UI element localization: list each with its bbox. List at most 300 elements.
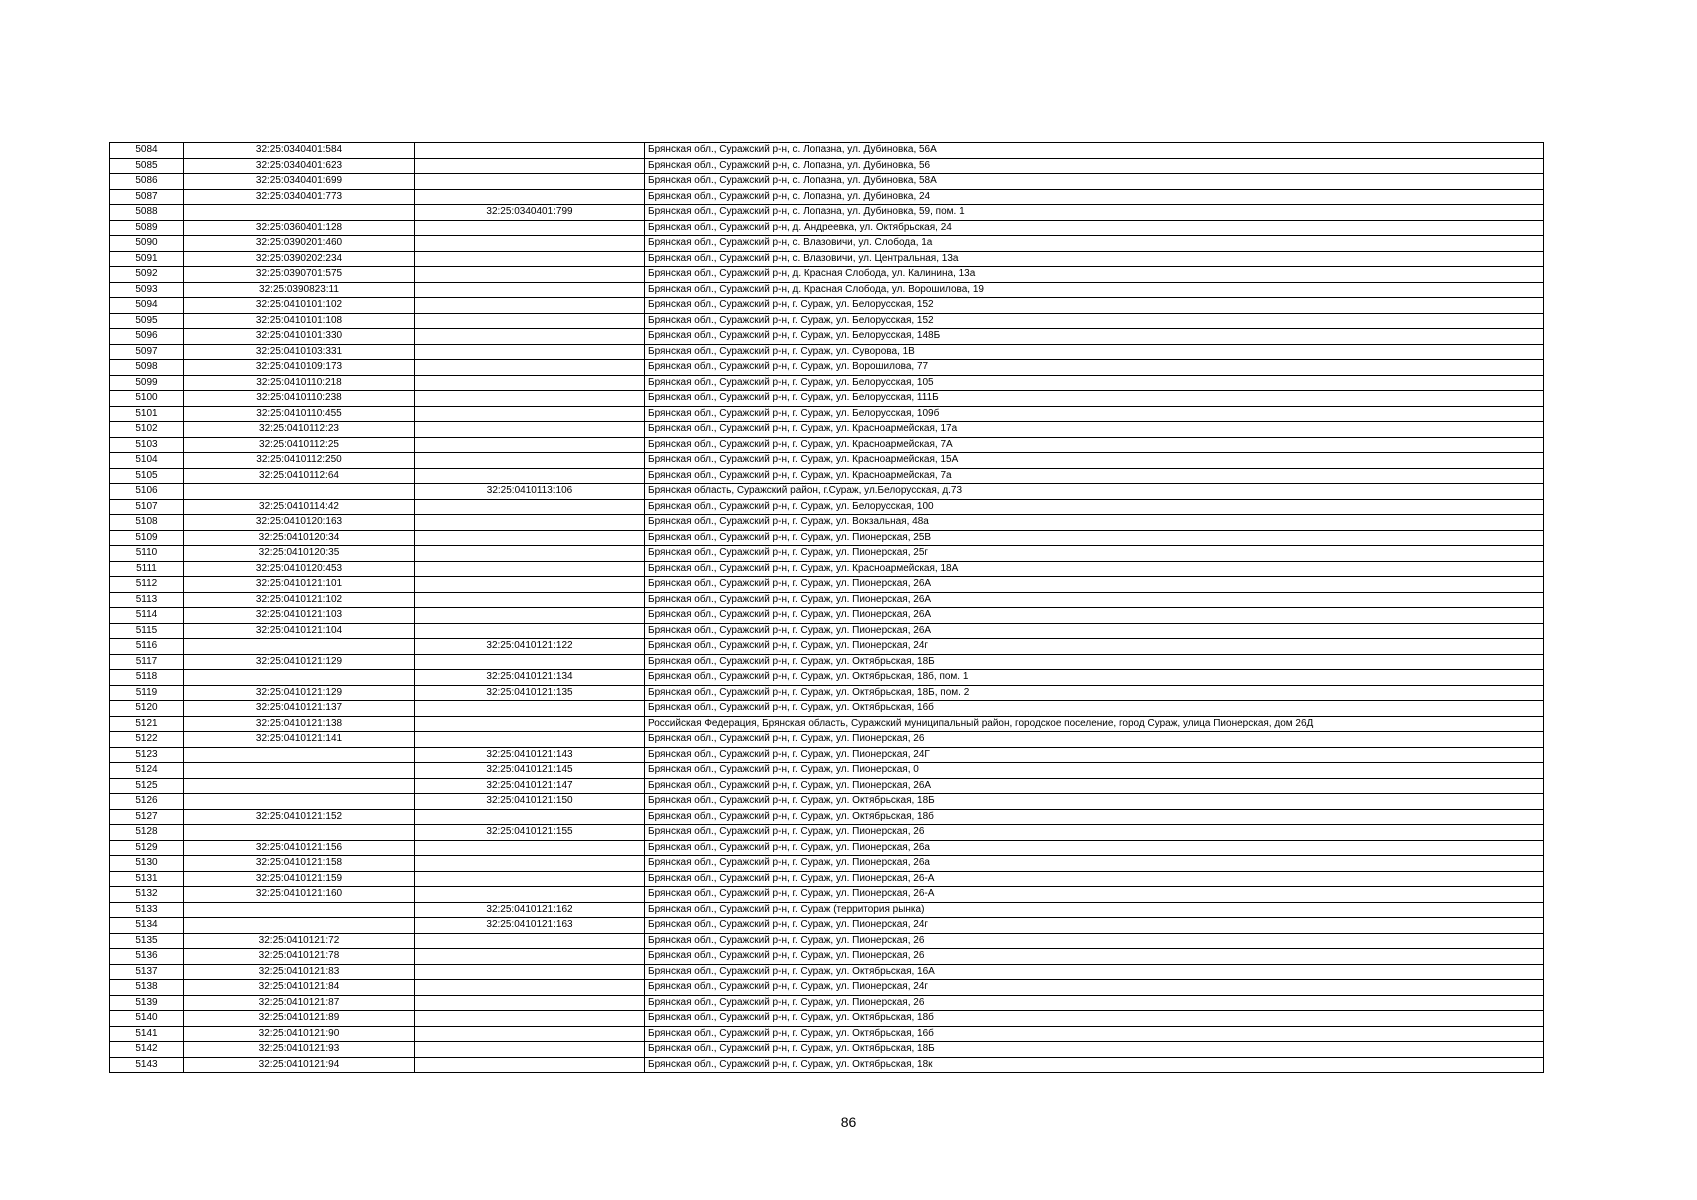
registry-table — [109, 142, 1544, 1073]
address-cell: Брянская обл., Суражский р-н, г. Сураж, ул. Красноармейская, 7А — [645, 437, 1544, 453]
table-row — [110, 670, 1544, 686]
row-number-cell: 5102 — [110, 422, 184, 438]
row-number-cell: 5136 — [110, 949, 184, 965]
row-number-cell: 5129 — [110, 840, 184, 856]
cadastral-number-cell — [184, 747, 415, 763]
cadastral-number-cell: 32:25:0410121:158 — [184, 856, 415, 872]
cadastral-number-cell — [184, 639, 415, 655]
table-row — [110, 577, 1544, 593]
table-row — [110, 282, 1544, 298]
cadastral-number-alt-cell — [415, 406, 645, 422]
table-row — [110, 406, 1544, 422]
cadastral-number-cell: 32:25:0390701:575 — [184, 267, 415, 283]
address-cell: Брянская обл., Суражский р-н, г. Сураж, ул. Пионерская, 26а — [645, 856, 1544, 872]
address-cell: Брянская обл., Суражский р-н, г. Сураж, ул. Октябрьская, 18Б, пом. 2 — [645, 685, 1544, 701]
cadastral-number-alt-cell: 32:25:0410121:122 — [415, 639, 645, 655]
address-cell: Брянская область, Суражский район, г.Сураж, ул.Белорусская, д.73 — [645, 484, 1544, 500]
cadastral-number-alt-cell — [415, 298, 645, 314]
row-number-cell: 5114 — [110, 608, 184, 624]
address-cell: Российская Федерация, Брянская область, Суражский муниципальный район, городское поселение, город Сураж, улица Пионерская, дом 26Д — [645, 716, 1544, 732]
table-row — [110, 701, 1544, 717]
cadastral-number-alt-cell — [415, 329, 645, 345]
table-row — [110, 654, 1544, 670]
cadastral-number-cell: 32:25:0410120:163 — [184, 515, 415, 531]
cadastral-number-cell: 32:25:0340401:773 — [184, 189, 415, 205]
address-cell: Брянская обл., Суражский р-н, г. Сураж, ул. Белорусская, 109б — [645, 406, 1544, 422]
cadastral-number-cell: 32:25:0410121:156 — [184, 840, 415, 856]
cadastral-number-cell: 32:25:0410120:34 — [184, 530, 415, 546]
cadastral-number-alt-cell: 32:25:0410121:162 — [415, 902, 645, 918]
page-number: 86 — [840, 1114, 857, 1130]
cadastral-number-cell: 32:25:0410112:250 — [184, 453, 415, 469]
row-number-cell: 5130 — [110, 856, 184, 872]
cadastral-number-cell: 32:25:0410121:102 — [184, 592, 415, 608]
cadastral-number-alt-cell — [415, 1011, 645, 1027]
cadastral-number-alt-cell — [415, 840, 645, 856]
cadastral-number-cell: 32:25:0390823:11 — [184, 282, 415, 298]
row-number-cell: 5112 — [110, 577, 184, 593]
address-cell: Брянская обл., Суражский р-н, г. Сураж, ул. Пионерская, 24г — [645, 980, 1544, 996]
address-cell: Брянская обл., Суражский р-н, г. Сураж, ул. Пионерская, 26 — [645, 949, 1544, 965]
cadastral-number-cell: 32:25:0410121:93 — [184, 1042, 415, 1058]
address-cell: Брянская обл., Суражский р-н, г. Сураж, ул. Красноармейская, 17а — [645, 422, 1544, 438]
row-number-cell: 5125 — [110, 778, 184, 794]
cadastral-number-alt-cell — [415, 809, 645, 825]
table-row — [110, 809, 1544, 825]
table-row — [110, 468, 1544, 484]
address-cell: Брянская обл., Суражский р-н, г. Сураж, ул. Пионерская, 26 — [645, 933, 1544, 949]
cadastral-number-cell: 32:25:0410121:138 — [184, 716, 415, 732]
row-number-cell: 5134 — [110, 918, 184, 934]
table-row — [110, 422, 1544, 438]
cadastral-number-cell: 32:25:0410110:238 — [184, 391, 415, 407]
table-row — [110, 1057, 1544, 1073]
table-row — [110, 329, 1544, 345]
address-cell: Брянская обл., Суражский р-н, г. Сураж, ул. Красноармейская, 18А — [645, 561, 1544, 577]
address-cell: Брянская обл., Суражский р-н, с. Влазовичи, ул. Центральная, 13а — [645, 251, 1544, 267]
cadastral-number-alt-cell: 32:25:0410121:163 — [415, 918, 645, 934]
cadastral-number-alt-cell: 32:25:0410121:135 — [415, 685, 645, 701]
cadastral-number-cell: 32:25:0390202:234 — [184, 251, 415, 267]
row-number-cell: 5119 — [110, 685, 184, 701]
table-row — [110, 871, 1544, 887]
cadastral-number-cell: 32:25:0410112:23 — [184, 422, 415, 438]
row-number-cell: 5109 — [110, 530, 184, 546]
registry-table-body — [110, 143, 1544, 1073]
table-row — [110, 856, 1544, 872]
address-cell: Брянская обл., Суражский р-н, д. Андреевка, ул. Октябрьская, 24 — [645, 220, 1544, 236]
address-cell: Брянская обл., Суражский р-н, г. Сураж, ул. Вокзальная, 48а — [645, 515, 1544, 531]
table-row — [110, 453, 1544, 469]
cadastral-number-cell — [184, 763, 415, 779]
cadastral-number-cell: 32:25:0340401:699 — [184, 174, 415, 190]
cadastral-number-cell: 32:25:0410121:129 — [184, 654, 415, 670]
table-row — [110, 964, 1544, 980]
address-cell: Брянская обл., Суражский р-н, с. Лопазна, ул. Дубиновка, 56А — [645, 143, 1544, 159]
row-number-cell: 5089 — [110, 220, 184, 236]
row-number-cell: 5135 — [110, 933, 184, 949]
cadastral-number-alt-cell — [415, 422, 645, 438]
cadastral-number-alt-cell — [415, 391, 645, 407]
row-number-cell: 5086 — [110, 174, 184, 190]
row-number-cell: 5108 — [110, 515, 184, 531]
row-number-cell: 5143 — [110, 1057, 184, 1073]
row-number-cell: 5128 — [110, 825, 184, 841]
row-number-cell: 5092 — [110, 267, 184, 283]
table-row — [110, 949, 1544, 965]
row-number-cell: 5131 — [110, 871, 184, 887]
address-cell: Брянская обл., Суражский р-н, г. Сураж, ул. Белорусская, 111Б — [645, 391, 1544, 407]
address-cell: Брянская обл., Суражский р-н, г. Сураж, ул. Пионерская, 26А — [645, 608, 1544, 624]
row-number-cell: 5087 — [110, 189, 184, 205]
table-row — [110, 158, 1544, 174]
address-cell: Брянская обл., Суражский р-н, г. Сураж, ул. Пионерская, 26-А — [645, 887, 1544, 903]
row-number-cell: 5098 — [110, 360, 184, 376]
table-row — [110, 716, 1544, 732]
cadastral-number-alt-cell — [415, 437, 645, 453]
address-cell: Брянская обл., Суражский р-н, с. Лопазна, ул. Дубиновка, 59, пом. 1 — [645, 205, 1544, 221]
cadastral-number-cell — [184, 205, 415, 221]
table-row — [110, 220, 1544, 236]
cadastral-number-cell: 32:25:0410121:104 — [184, 623, 415, 639]
address-cell: Брянская обл., Суражский р-н, д. Красная Слобода, ул. Калинина, 13а — [645, 267, 1544, 283]
row-number-cell: 5111 — [110, 561, 184, 577]
cadastral-number-alt-cell — [415, 856, 645, 872]
cadastral-number-cell: 32:25:0410120:35 — [184, 546, 415, 562]
table-row — [110, 313, 1544, 329]
address-cell: Брянская обл., Суражский р-н, г. Сураж, ул. Пионерская, 26а — [645, 840, 1544, 856]
cadastral-number-alt-cell — [415, 220, 645, 236]
cadastral-number-cell: 32:25:0410121:129 — [184, 685, 415, 701]
table-row — [110, 747, 1544, 763]
row-number-cell: 5093 — [110, 282, 184, 298]
cadastral-number-alt-cell: 32:25:0410121:145 — [415, 763, 645, 779]
table-row — [110, 205, 1544, 221]
table-row — [110, 360, 1544, 376]
row-number-cell: 5122 — [110, 732, 184, 748]
cadastral-number-cell: 32:25:0410121:94 — [184, 1057, 415, 1073]
cadastral-number-alt-cell — [415, 267, 645, 283]
table-row — [110, 763, 1544, 779]
cadastral-number-cell — [184, 825, 415, 841]
cadastral-number-alt-cell — [415, 158, 645, 174]
row-number-cell: 5118 — [110, 670, 184, 686]
row-number-cell: 5115 — [110, 623, 184, 639]
cadastral-number-alt-cell — [415, 887, 645, 903]
cadastral-number-cell: 32:25:0390201:460 — [184, 236, 415, 252]
address-cell: Брянская обл., Суражский р-н, с. Лопазна, ул. Дубиновка, 58А — [645, 174, 1544, 190]
cadastral-number-cell: 32:25:0410121:84 — [184, 980, 415, 996]
address-cell: Брянская обл., Суражский р-н, с. Лопазна, ул. Дубиновка, 56 — [645, 158, 1544, 174]
address-cell: Брянская обл., Суражский р-н, г. Сураж, ул. Белорусская, 148Б — [645, 329, 1544, 345]
address-cell: Брянская обл., Суражский р-н, г. Сураж, ул. Пионерская, 24Г — [645, 747, 1544, 763]
address-cell: Брянская обл., Суражский р-н, г. Сураж, ул. Октябрьская, 18Б — [645, 654, 1544, 670]
address-cell: Брянская обл., Суражский р-н, г. Сураж, ул. Пионерская, 26А — [645, 592, 1544, 608]
address-cell: Брянская обл., Суражский р-н, г. Сураж, ул. Белорусская, 152 — [645, 298, 1544, 314]
row-number-cell: 5126 — [110, 794, 184, 810]
table-row — [110, 732, 1544, 748]
cadastral-number-cell: 32:25:0410101:102 — [184, 298, 415, 314]
cadastral-number-cell: 32:25:0410121:83 — [184, 964, 415, 980]
address-cell: Брянская обл., Суражский р-н, г. Сураж, ул. Красноармейская, 7а — [645, 468, 1544, 484]
address-cell: Брянская обл., Суражский р-н, д. Красная Слобода, ул. Ворошилова, 19 — [645, 282, 1544, 298]
cadastral-number-alt-cell — [415, 716, 645, 732]
cadastral-number-cell — [184, 794, 415, 810]
cadastral-number-cell: 32:25:0410121:89 — [184, 1011, 415, 1027]
cadastral-number-alt-cell — [415, 344, 645, 360]
table-row — [110, 840, 1544, 856]
address-cell: Брянская обл., Суражский р-н, г. Сураж, ул. Октябрьская, 16б — [645, 701, 1544, 717]
row-number-cell: 5101 — [110, 406, 184, 422]
cadastral-number-cell — [184, 670, 415, 686]
cadastral-number-alt-cell — [415, 980, 645, 996]
cadastral-number-alt-cell — [415, 592, 645, 608]
address-cell: Брянская обл., Суражский р-н, г. Сураж, ул. Пионерская, 25В — [645, 530, 1544, 546]
cadastral-number-alt-cell: 32:25:0340401:799 — [415, 205, 645, 221]
cadastral-number-cell: 32:25:0410101:108 — [184, 313, 415, 329]
cadastral-number-alt-cell — [415, 561, 645, 577]
cadastral-number-cell: 32:25:0410110:455 — [184, 406, 415, 422]
cadastral-number-cell: 32:25:0410110:218 — [184, 375, 415, 391]
cadastral-number-alt-cell — [415, 654, 645, 670]
table-row — [110, 980, 1544, 996]
table-row — [110, 1011, 1544, 1027]
cadastral-number-alt-cell — [415, 360, 645, 376]
table-row — [110, 592, 1544, 608]
address-cell: Брянская обл., Суражский р-н, г. Сураж, ул. Пионерская, 26А — [645, 623, 1544, 639]
cadastral-number-alt-cell — [415, 251, 645, 267]
address-cell: Брянская обл., Суражский р-н, г. Сураж, ул. Пионерская, 26А — [645, 778, 1544, 794]
row-number-cell: 5139 — [110, 995, 184, 1011]
row-number-cell: 5096 — [110, 329, 184, 345]
table-row — [110, 484, 1544, 500]
cadastral-number-alt-cell — [415, 1026, 645, 1042]
table-row — [110, 639, 1544, 655]
table-row — [110, 623, 1544, 639]
address-cell: Брянская обл., Суражский р-н, с. Влазовичи, ул. Слобода, 1а — [645, 236, 1544, 252]
table-row — [110, 685, 1544, 701]
address-cell: Брянская обл., Суражский р-н, г. Сураж, ул. Белорусская, 105 — [645, 375, 1544, 391]
cadastral-number-alt-cell — [415, 499, 645, 515]
cadastral-number-alt-cell — [415, 871, 645, 887]
row-number-cell: 5132 — [110, 887, 184, 903]
address-cell: Брянская обл., Суражский р-н, г. Сураж, ул. Октябрьская, 18к — [645, 1057, 1544, 1073]
cadastral-number-cell: 32:25:0410101:330 — [184, 329, 415, 345]
address-cell: Брянская обл., Суражский р-н, г. Сураж, ул. Октябрьская, 16б — [645, 1026, 1544, 1042]
cadastral-number-cell — [184, 778, 415, 794]
cadastral-number-cell: 32:25:0410121:160 — [184, 887, 415, 903]
address-cell: Брянская обл., Суражский р-н, г. Сураж, ул. Пионерская, 26 — [645, 825, 1544, 841]
row-number-cell: 5124 — [110, 763, 184, 779]
cadastral-number-alt-cell: 32:25:0410121:155 — [415, 825, 645, 841]
table-row — [110, 608, 1544, 624]
cadastral-number-alt-cell — [415, 546, 645, 562]
row-number-cell: 5103 — [110, 437, 184, 453]
cadastral-number-cell: 32:25:0410121:152 — [184, 809, 415, 825]
cadastral-number-cell: 32:25:0410121:87 — [184, 995, 415, 1011]
cadastral-number-alt-cell — [415, 995, 645, 1011]
row-number-cell: 5120 — [110, 701, 184, 717]
address-cell: Брянская обл., Суражский р-н, г. Сураж, ул. Октябрьская, 18Б — [645, 794, 1544, 810]
table-row — [110, 902, 1544, 918]
cadastral-number-alt-cell — [415, 933, 645, 949]
cadastral-number-alt-cell — [415, 530, 645, 546]
row-number-cell: 5138 — [110, 980, 184, 996]
address-cell: Брянская обл., Суражский р-н, г. Сураж, ул. Пионерская, 26 — [645, 995, 1544, 1011]
table-row — [110, 251, 1544, 267]
row-number-cell: 5090 — [110, 236, 184, 252]
cadastral-number-alt-cell: 32:25:0410121:134 — [415, 670, 645, 686]
address-cell: Брянская обл., Суражский р-н, г. Сураж, ул. Октябрьская, 18б, пом. 1 — [645, 670, 1544, 686]
row-number-cell: 5110 — [110, 546, 184, 562]
row-number-cell: 5084 — [110, 143, 184, 159]
row-number-cell: 5106 — [110, 484, 184, 500]
row-number-cell: 5141 — [110, 1026, 184, 1042]
table-row — [110, 995, 1544, 1011]
row-number-cell: 5123 — [110, 747, 184, 763]
cadastral-number-alt-cell — [415, 468, 645, 484]
cadastral-number-cell — [184, 902, 415, 918]
cadastral-number-cell: 32:25:0410120:453 — [184, 561, 415, 577]
row-number-cell: 5140 — [110, 1011, 184, 1027]
address-cell: Брянская обл., Суражский р-н, г. Сураж, ул. Октябрьская, 18б — [645, 809, 1544, 825]
cadastral-number-alt-cell — [415, 623, 645, 639]
cadastral-number-alt-cell — [415, 143, 645, 159]
address-cell: Брянская обл., Суражский р-н, г. Сураж, ул. Белорусская, 152 — [645, 313, 1544, 329]
row-number-cell: 5127 — [110, 809, 184, 825]
table-row — [110, 825, 1544, 841]
cadastral-number-cell: 32:25:0360401:128 — [184, 220, 415, 236]
table-row — [110, 375, 1544, 391]
cadastral-number-cell: 32:25:0410112:25 — [184, 437, 415, 453]
row-number-cell: 5100 — [110, 391, 184, 407]
table-row — [110, 933, 1544, 949]
cadastral-number-cell: 32:25:0410121:141 — [184, 732, 415, 748]
table-row — [110, 1026, 1544, 1042]
table-row — [110, 267, 1544, 283]
cadastral-number-alt-cell — [415, 453, 645, 469]
row-number-cell: 5088 — [110, 205, 184, 221]
row-number-cell: 5142 — [110, 1042, 184, 1058]
address-cell: Брянская обл., Суражский р-н, г. Сураж, ул. Пионерская, 24г — [645, 639, 1544, 655]
cadastral-number-alt-cell: 32:25:0410121:150 — [415, 794, 645, 810]
cadastral-number-alt-cell — [415, 189, 645, 205]
address-cell: Брянская обл., Суражский р-н, г. Сураж, ул. Пионерская, 26А — [645, 577, 1544, 593]
address-cell: Брянская обл., Суражский р-н, г. Сураж (территория рынка) — [645, 902, 1544, 918]
cadastral-number-cell: 32:25:0410121:103 — [184, 608, 415, 624]
cadastral-number-alt-cell — [415, 174, 645, 190]
cadastral-number-alt-cell — [415, 608, 645, 624]
cadastral-number-cell: 32:25:0410114:42 — [184, 499, 415, 515]
cadastral-number-cell — [184, 484, 415, 500]
row-number-cell: 5137 — [110, 964, 184, 980]
address-cell: Брянская обл., Суражский р-н, г. Сураж, ул. Пионерская, 24г — [645, 918, 1544, 934]
table-row — [110, 794, 1544, 810]
address-cell: Брянская обл., Суражский р-н, г. Сураж, ул. Пионерская, 0 — [645, 763, 1544, 779]
row-number-cell: 5121 — [110, 716, 184, 732]
cadastral-number-cell: 32:25:0410121:137 — [184, 701, 415, 717]
cadastral-number-alt-cell — [415, 732, 645, 748]
cadastral-number-cell — [184, 918, 415, 934]
table-row — [110, 515, 1544, 531]
table-row — [110, 344, 1544, 360]
address-cell: Брянская обл., Суражский р-н, г. Сураж, ул. Пионерская, 26 — [645, 732, 1544, 748]
address-cell: Брянская обл., Суражский р-н, г. Сураж, ул. Белорусская, 100 — [645, 499, 1544, 515]
row-number-cell: 5104 — [110, 453, 184, 469]
table-row — [110, 1042, 1544, 1058]
table-row — [110, 561, 1544, 577]
cadastral-number-alt-cell — [415, 282, 645, 298]
cadastral-number-cell: 32:25:0340401:623 — [184, 158, 415, 174]
cadastral-number-alt-cell — [415, 515, 645, 531]
row-number-cell: 5117 — [110, 654, 184, 670]
table-row — [110, 918, 1544, 934]
address-cell: Брянская обл., Суражский р-н, г. Сураж, ул. Суворова, 1В — [645, 344, 1544, 360]
row-number-cell: 5097 — [110, 344, 184, 360]
table-row — [110, 546, 1544, 562]
address-cell: Брянская обл., Суражский р-н, г. Сураж, ул. Октябрьская, 18б — [645, 1011, 1544, 1027]
table-row — [110, 499, 1544, 515]
cadastral-number-alt-cell — [415, 949, 645, 965]
table-row — [110, 391, 1544, 407]
table-row — [110, 530, 1544, 546]
cadastral-number-alt-cell: 32:25:0410121:147 — [415, 778, 645, 794]
row-number-cell: 5116 — [110, 639, 184, 655]
cadastral-number-cell: 32:25:0410121:90 — [184, 1026, 415, 1042]
address-cell: Брянская обл., Суражский р-н, с. Лопазна, ул. Дубиновка, 24 — [645, 189, 1544, 205]
row-number-cell: 5085 — [110, 158, 184, 174]
table-row — [110, 437, 1544, 453]
row-number-cell: 5091 — [110, 251, 184, 267]
cadastral-number-cell: 32:25:0410103:331 — [184, 344, 415, 360]
table-row — [110, 174, 1544, 190]
cadastral-number-cell: 32:25:0410112:64 — [184, 468, 415, 484]
cadastral-number-alt-cell — [415, 236, 645, 252]
row-number-cell: 5095 — [110, 313, 184, 329]
address-cell: Брянская обл., Суражский р-н, г. Сураж, ул. Красноармейская, 15А — [645, 453, 1544, 469]
row-number-cell: 5099 — [110, 375, 184, 391]
row-number-cell: 5105 — [110, 468, 184, 484]
address-cell: Брянская обл., Суражский р-н, г. Сураж, ул. Октябрьская, 16А — [645, 964, 1544, 980]
table-row — [110, 298, 1544, 314]
cadastral-number-alt-cell — [415, 1042, 645, 1058]
cadastral-number-alt-cell — [415, 577, 645, 593]
cadastral-number-cell: 32:25:0340401:584 — [184, 143, 415, 159]
row-number-cell: 5094 — [110, 298, 184, 314]
cadastral-number-alt-cell: 32:25:0410121:143 — [415, 747, 645, 763]
cadastral-number-alt-cell — [415, 313, 645, 329]
cadastral-number-cell: 32:25:0410121:101 — [184, 577, 415, 593]
cadastral-number-alt-cell — [415, 701, 645, 717]
cadastral-number-cell: 32:25:0410109:173 — [184, 360, 415, 376]
table-row — [110, 143, 1544, 159]
table-row — [110, 189, 1544, 205]
row-number-cell: 5133 — [110, 902, 184, 918]
table-row — [110, 887, 1544, 903]
table-row — [110, 778, 1544, 794]
table-row — [110, 236, 1544, 252]
cadastral-number-cell: 32:25:0410121:78 — [184, 949, 415, 965]
cadastral-number-alt-cell — [415, 375, 645, 391]
cadastral-number-cell: 32:25:0410121:159 — [184, 871, 415, 887]
address-cell: Брянская обл., Суражский р-н, г. Сураж, ул. Октябрьская, 18Б — [645, 1042, 1544, 1058]
cadastral-number-alt-cell — [415, 964, 645, 980]
address-cell: Брянская обл., Суражский р-н, г. Сураж, ул. Ворошилова, 77 — [645, 360, 1544, 376]
address-cell: Брянская обл., Суражский р-н, г. Сураж, ул. Пионерская, 26-А — [645, 871, 1544, 887]
cadastral-number-alt-cell — [415, 1057, 645, 1073]
row-number-cell: 5107 — [110, 499, 184, 515]
row-number-cell: 5113 — [110, 592, 184, 608]
